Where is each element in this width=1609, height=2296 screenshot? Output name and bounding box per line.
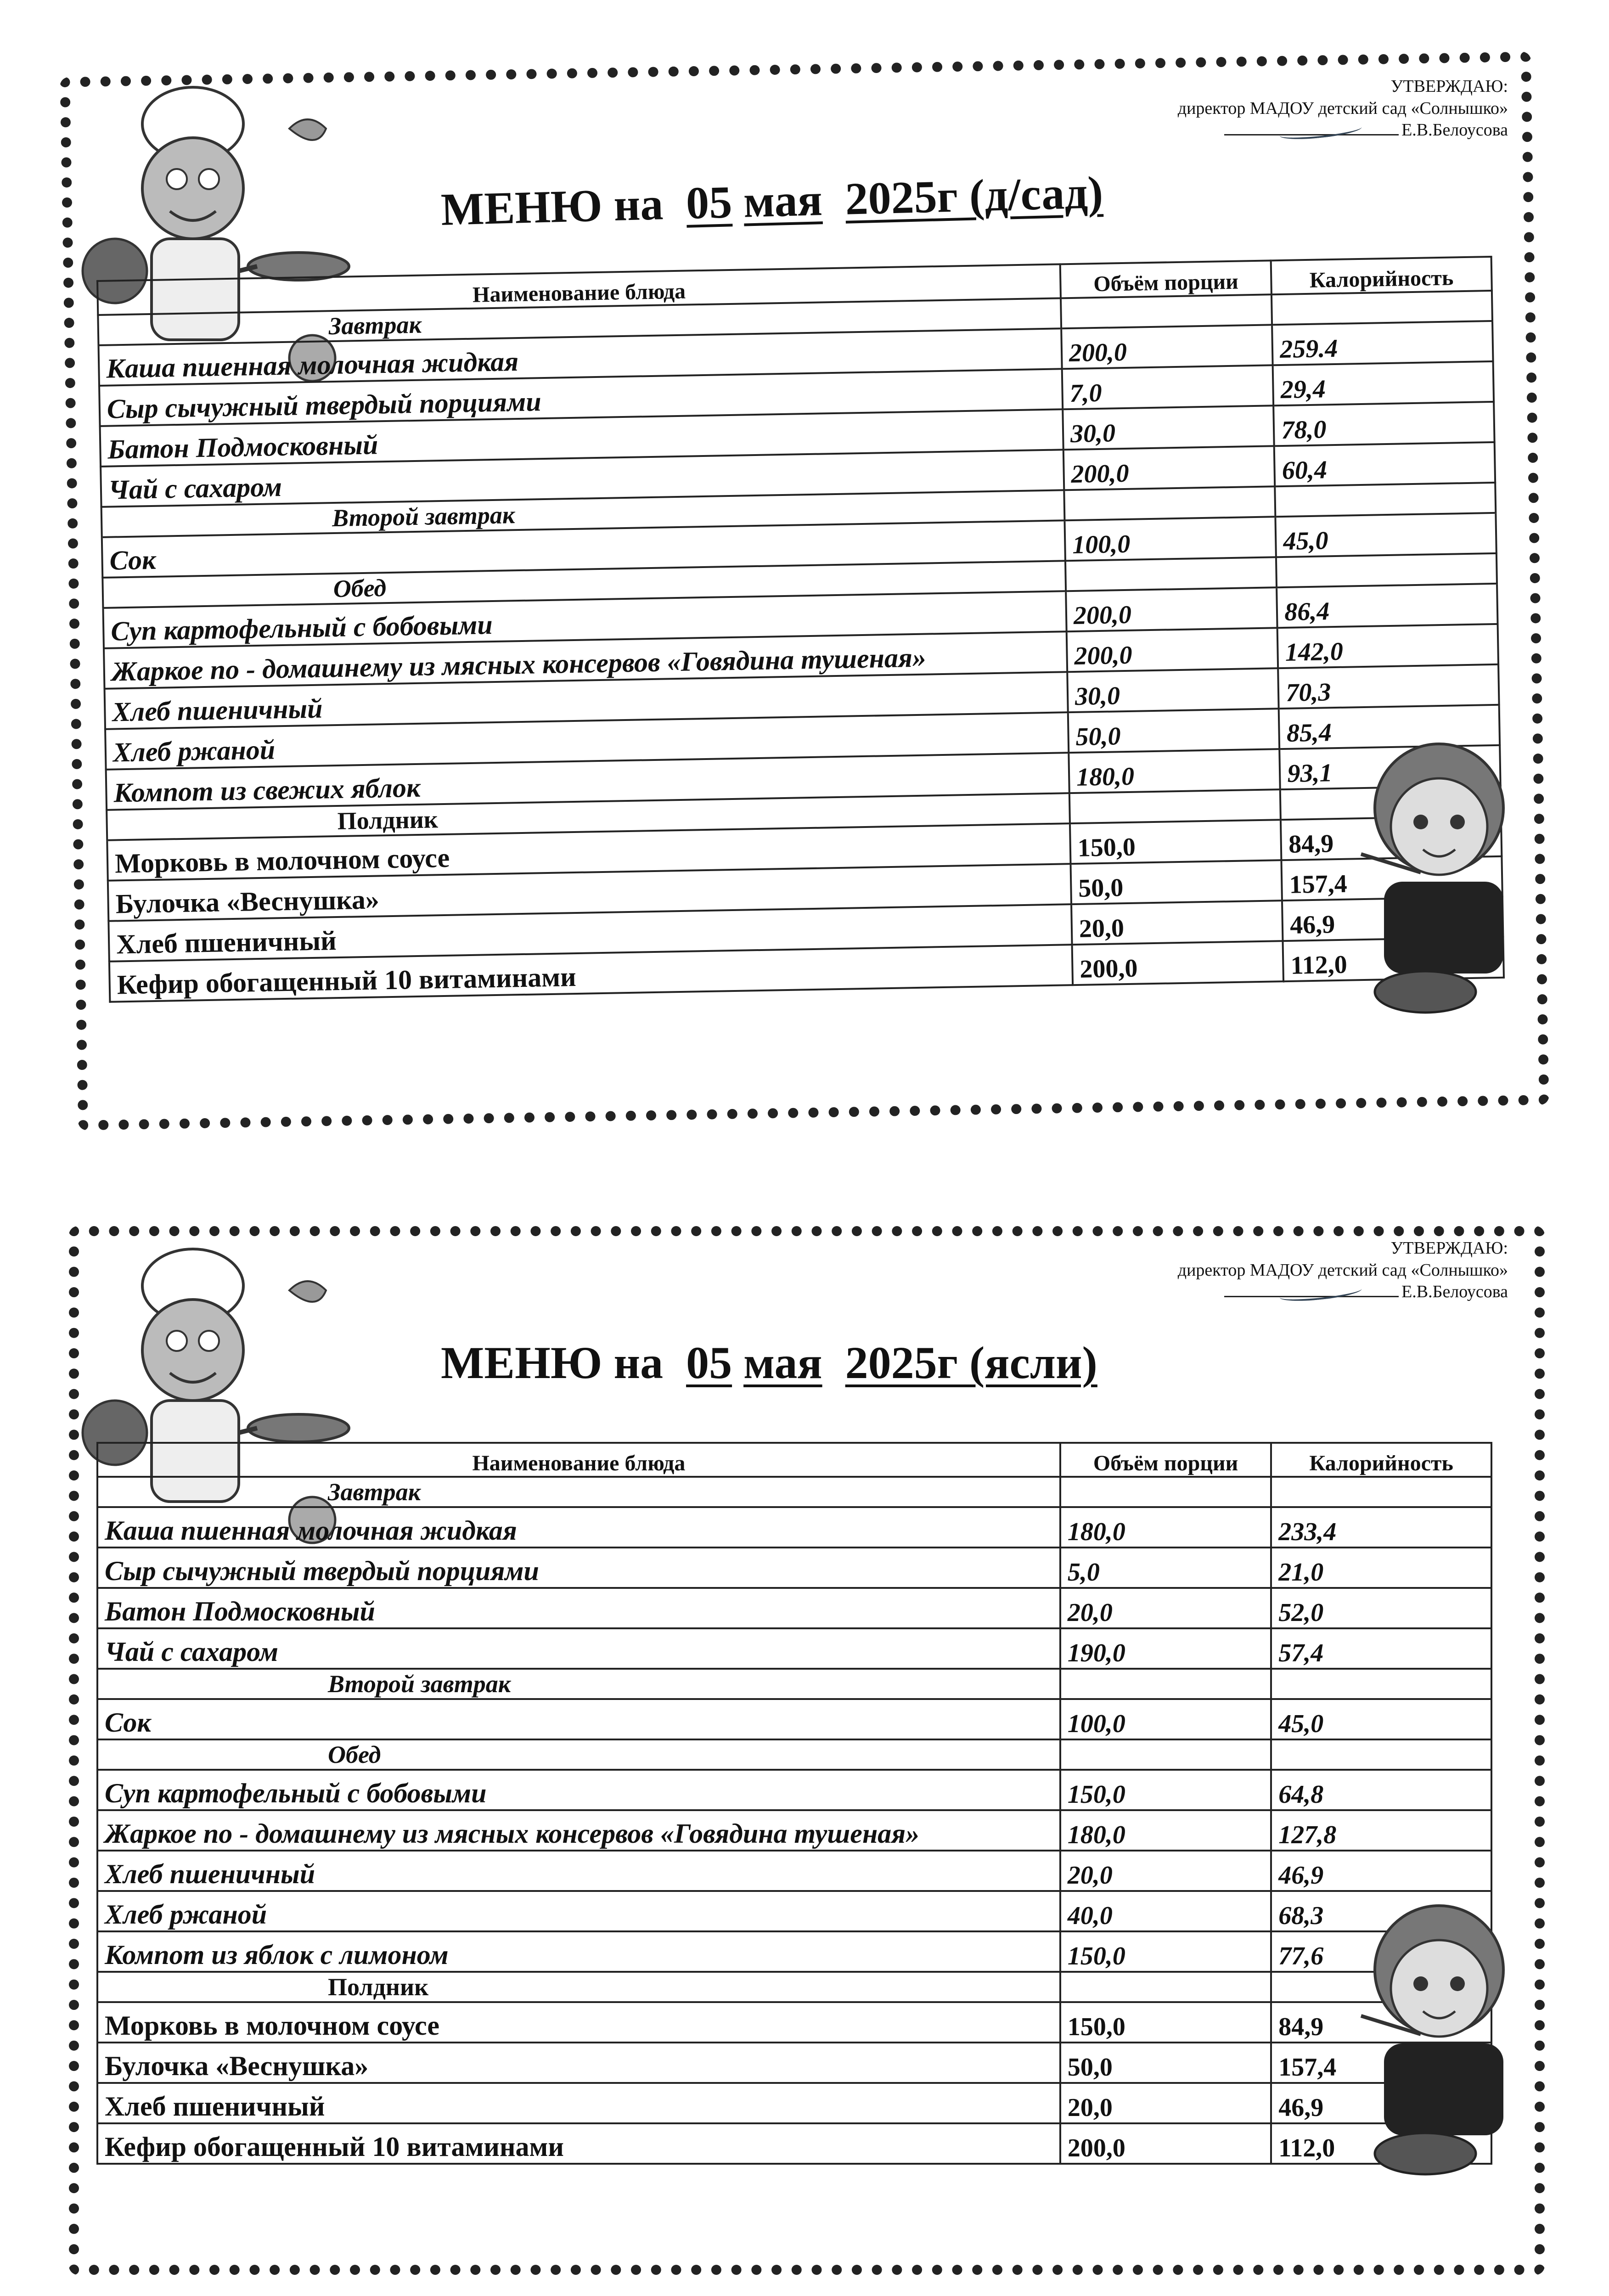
portion-value: 200,0 [1072, 941, 1283, 985]
meal-section-title: Второй завтрак [97, 1669, 1060, 1699]
calorie-value: 127,8 [1271, 1810, 1491, 1851]
table-row [97, 2043, 1491, 2083]
table-row [97, 1810, 1491, 1851]
portion-value: 40,0 [1060, 1891, 1271, 1931]
table-row [97, 2002, 1491, 2043]
approval-heading: УТВЕРЖДАЮ: [1390, 77, 1508, 96]
calorie-value: 45,0 [1276, 513, 1496, 557]
portion-value: 180,0 [1069, 749, 1280, 793]
calorie-value: 157,4 [1282, 856, 1502, 900]
calorie-value: 68,3 [1271, 1891, 1491, 1931]
calorie-value: 45,0 [1271, 1699, 1491, 1739]
calorie-value: 64,8 [1271, 1770, 1491, 1810]
empty-cell [1060, 1739, 1271, 1770]
header-portion: Объём порции [1060, 260, 1272, 298]
menu-sheet-nursery [0, 1162, 1609, 2296]
portion-value: 200,0 [1067, 628, 1278, 672]
meal-section-title: Полдник [107, 793, 1070, 840]
table-row [97, 1628, 1491, 1669]
calorie-value: 52,0 [1271, 1588, 1491, 1628]
empty-cell [1060, 1972, 1271, 2002]
portion-value: 20,0 [1060, 1588, 1271, 1628]
portion-value: 30,0 [1067, 668, 1279, 712]
meal-section-title: Обед [102, 561, 1066, 608]
portion-value: 150,0 [1060, 1770, 1271, 1810]
portion-value: 100,0 [1060, 1699, 1271, 1739]
calorie-value: 157,4 [1271, 2043, 1491, 2083]
portion-value: 200,0 [1061, 325, 1273, 369]
title-prefix: МЕНЮ на [441, 1337, 664, 1388]
dish-name: Компот из яблок с лимоном [97, 1931, 1060, 1972]
portion-value: 20,0 [1071, 900, 1283, 945]
portion-value: 50,0 [1068, 709, 1280, 753]
empty-cell [1271, 291, 1492, 325]
dish-name: Булочка «Веснушка» [108, 864, 1071, 921]
calorie-value: 70,3 [1278, 664, 1499, 709]
header-dish-name: Наименование блюда [97, 1443, 1060, 1477]
approval-position: директор МАДОУ детский сад «Солнышко» [1177, 1260, 1508, 1280]
meal-section-title: Второй завтрак [101, 490, 1065, 537]
title-year: 2025г (ясли) [845, 1337, 1097, 1388]
dish-name: Суп картофельный с бобовыми [103, 591, 1066, 648]
calorie-value: 57,4 [1271, 1628, 1491, 1669]
approval-signature [1178, 1281, 1508, 1303]
child-eating-illustration-icon [1333, 735, 1554, 1019]
title-month: мая [743, 174, 823, 227]
title-month: мая [743, 1337, 822, 1388]
approval-heading: УТВЕРЖДАЮ: [1390, 1238, 1508, 1258]
table-row [97, 1931, 1491, 1972]
calorie-value: 112,0 [1283, 937, 1504, 981]
meal-section-row [97, 1477, 1491, 1507]
approval-signer: Е.В.Белоусова [1401, 1282, 1508, 1301]
portion-value: 5,0 [1060, 1548, 1271, 1588]
approval-signature [1178, 119, 1508, 141]
dish-name: Морковь в молочном соусе [97, 2002, 1060, 2043]
calorie-value: 29,4 [1273, 361, 1494, 405]
calorie-value: 86,4 [1277, 584, 1497, 628]
table-row [97, 2083, 1491, 2123]
header-dish-name: Наименование блюда [97, 264, 1061, 315]
portion-value: 7,0 [1062, 365, 1274, 409]
table-row [97, 1699, 1491, 1739]
empty-cell [1060, 1477, 1271, 1507]
approval-signer: Е.В.Белоусова [1401, 120, 1508, 140]
header-calories: Калорийность [1271, 257, 1492, 294]
table-header-row [97, 1443, 1491, 1477]
empty-cell [1271, 1477, 1491, 1507]
dish-name: Хлеб пшеничный [108, 904, 1072, 962]
calorie-value: 112,0 [1271, 2123, 1491, 2164]
portion-value: 150,0 [1070, 820, 1282, 864]
table-row [97, 1588, 1491, 1628]
menu-table [96, 1442, 1492, 2165]
dish-name: Каша пшенная молочная жидкая [97, 1507, 1060, 1548]
dish-name: Компот из свежих яблок [106, 753, 1069, 810]
table-row [97, 1891, 1491, 1931]
portion-value: 200,0 [1066, 587, 1277, 631]
portion-value: 50,0 [1070, 860, 1282, 904]
dish-name: Кефир обогащенный 10 витаминами [109, 945, 1073, 1002]
calorie-value: 233,4 [1271, 1507, 1491, 1548]
portion-value: 200,0 [1060, 2123, 1271, 2164]
empty-cell [1271, 1669, 1491, 1699]
table-row [97, 1507, 1491, 1548]
empty-cell [1276, 553, 1497, 587]
calorie-value: 259.4 [1272, 321, 1493, 365]
signature-line [1224, 1296, 1399, 1297]
portion-value: 180,0 [1060, 1810, 1271, 1851]
dish-name: Сыр сычужный твердый порциями [99, 369, 1063, 426]
meal-section-row [97, 1972, 1491, 2002]
portion-value: 150,0 [1060, 1931, 1271, 1972]
empty-cell [1061, 294, 1272, 328]
dish-name: Каша пшенная молочная жидкая [98, 328, 1062, 386]
portion-value: 180,0 [1060, 1507, 1271, 1548]
calorie-value: 46,9 [1282, 897, 1503, 941]
portion-value: 20,0 [1060, 2083, 1271, 2123]
calorie-value: 60,4 [1274, 442, 1495, 486]
dish-name: Хлеб ржаной [97, 1891, 1060, 1931]
calorie-value: 84,9 [1271, 2002, 1491, 2043]
dish-name: Морковь в молочном соусе [107, 823, 1070, 881]
portion-value: 200,0 [1063, 446, 1275, 490]
dish-name: Батон Подмосковный [100, 409, 1063, 467]
empty-cell [1069, 789, 1281, 823]
dish-name: Хлеб ржаной [105, 712, 1069, 770]
empty-cell [1064, 486, 1275, 520]
dish-name: Жаркое по - домашнему из мясных консервов «Говядина тушеная» [104, 631, 1067, 689]
child-eating-illustration-icon [1333, 1896, 1554, 2181]
menu-table [96, 256, 1505, 1003]
table-row [97, 1770, 1491, 1810]
table-row [97, 1851, 1491, 1891]
dish-name: Хлеб пшеничный [97, 1851, 1060, 1891]
empty-cell [1065, 557, 1277, 591]
title-prefix: МЕНЮ на [440, 178, 664, 235]
title-year: 2025г (д/сад) [844, 167, 1104, 225]
calorie-value: 77,6 [1271, 1931, 1491, 1972]
dish-name: Сыр сычужный твердый порциями [97, 1548, 1060, 1588]
portion-value: 20,0 [1060, 1851, 1271, 1891]
title-day: 05 [686, 1337, 732, 1388]
dish-name: Хлеб пшеничный [105, 672, 1068, 729]
approval-block [1178, 76, 1508, 141]
portion-value: 150,0 [1060, 2002, 1271, 2043]
page-title [441, 1336, 1097, 1389]
dish-name: Жаркое по - домашнему из мясных консервов «Говядина тушеная» [97, 1810, 1060, 1851]
table-row [97, 1548, 1491, 1588]
table-row [97, 2123, 1491, 2164]
calorie-value: 46,9 [1271, 2083, 1491, 2123]
meal-section-row [97, 1669, 1491, 1699]
approval-block [1178, 1238, 1508, 1303]
dish-name: Чай с сахаром [101, 450, 1064, 507]
calorie-value: 78,0 [1273, 402, 1494, 446]
portion-value: 190,0 [1060, 1628, 1271, 1669]
calorie-value: 46,9 [1271, 1851, 1491, 1891]
calorie-value: 84,9 [1281, 816, 1502, 860]
meal-section-title: Обед [97, 1739, 1060, 1770]
meal-section-title: Полдник [97, 1972, 1060, 2002]
dish-name: Чай с сахаром [97, 1628, 1060, 1669]
dish-name: Суп картофельный с бобовыми [97, 1770, 1060, 1810]
portion-value: 100,0 [1064, 517, 1276, 561]
dish-name: Хлеб пшеничный [97, 2083, 1060, 2123]
portion-value: 30,0 [1063, 405, 1274, 450]
empty-cell [1060, 1669, 1271, 1699]
meal-section-title: Завтрак [98, 298, 1061, 345]
calorie-value: 93,1 [1280, 745, 1501, 789]
title-day: 05 [685, 176, 733, 229]
dish-name: Сок [102, 520, 1065, 578]
dish-name: Кефир обогащенный 10 витаминами [97, 2123, 1060, 2164]
meal-section-title: Завтрак [97, 1477, 1060, 1507]
dish-name: Батон Подмосковный [97, 1588, 1060, 1628]
portion-value: 50,0 [1060, 2043, 1271, 2083]
meal-section-row [97, 1739, 1491, 1770]
calorie-value: 21,0 [1271, 1548, 1491, 1588]
header-calories: Калорийность [1271, 1443, 1491, 1477]
approval-position: директор МАДОУ детский сад «Солнышко» [1177, 98, 1508, 118]
calorie-value: 85,4 [1279, 705, 1500, 749]
header-portion: Объём порции [1060, 1443, 1271, 1477]
dish-name: Сок [97, 1699, 1060, 1739]
empty-cell [1271, 1739, 1491, 1770]
calorie-value: 142,0 [1277, 624, 1498, 668]
signature-line [1224, 134, 1399, 135]
dish-name: Булочка «Веснушка» [97, 2043, 1060, 2083]
empty-cell [1275, 483, 1496, 517]
